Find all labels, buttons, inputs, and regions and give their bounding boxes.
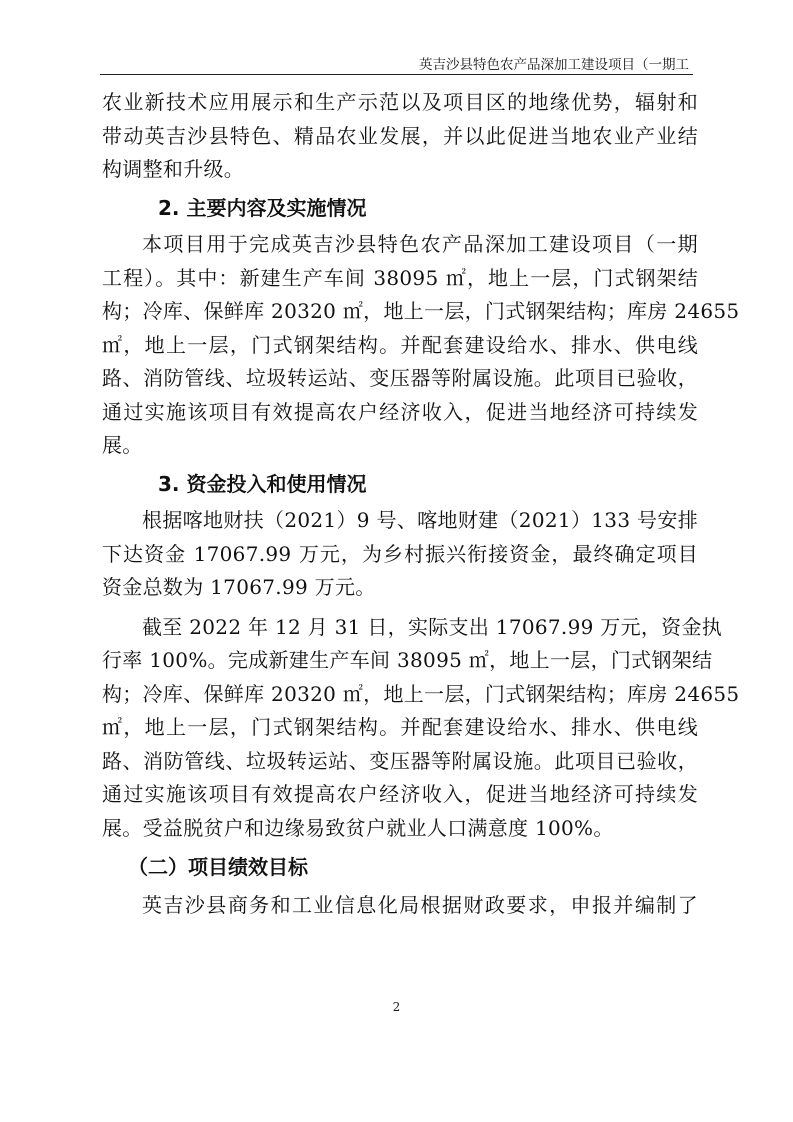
page-number: 2 [392, 1000, 401, 1014]
text-line: 下达资金 17067.99 万元，为乡村振兴衔接资金，最终确定项目 [102, 541, 698, 566]
section-heading-performance-goals: （二）项目绩效目标 [128, 855, 308, 879]
section-heading-main-content: 2. 主要内容及实施情况 [158, 195, 367, 220]
performance-goals-paragraph [102, 889, 698, 923]
text-line: 构调整和升级。 [102, 157, 245, 181]
text-line: 工程）。其中：新建生产车间 38095 ㎡，地上一层，门式钢架结 [102, 265, 698, 290]
text-line: 展。受益脱贫户和边缘易致贫户就业人口满意度 100%。 [102, 815, 614, 840]
text-line: ㎡，地上一层，门式钢架结构。并配套建设给水、排水、供电线 [102, 715, 698, 739]
text-line: 展。 [102, 433, 143, 457]
section-heading-funding: 3. 资金投入和使用情况 [158, 471, 367, 496]
text-line: 通过实施该项目有效提高农户经济收入，促进当地经济可持续发 [102, 399, 698, 424]
text-line: 截至 2022 年 12 月 31 日，实际支出 17067.99 万元，资金执 [142, 614, 723, 639]
text-line: 通过实施该项目有效提高农户经济收入，促进当地经济可持续发 [102, 782, 698, 806]
funding-paragraph-1 [102, 504, 698, 605]
text-line: 路、消防管线、垃圾转运站、变压器等附属设施。此项目已验收， [102, 366, 698, 390]
text-line: 行率 100%。完成新建生产车间 38095 ㎡，地上一层，门式钢架结 [102, 648, 713, 672]
text-line: ㎡，地上一层，门式钢架结构。并配套建设给水、排水、供电线 [102, 332, 698, 357]
text-line: 路、消防管线、垃圾转运站、变压器等附属设施。此项目已验收， [102, 748, 698, 773]
text-line: 根据喀地财扶（2021）9 号、喀地财建（2021）133 号安排 [142, 508, 698, 532]
intro-paragraph [102, 86, 698, 187]
running-header-title: 英吉沙县特色农产品深加工建设项目（一期工 [419, 57, 689, 73]
text-line: 构；冷库、保鲜库 20320 ㎡，地上一层，门式钢架结构；库房 24655 [102, 681, 740, 706]
text-line: 英吉沙县商务和工业信息化局根据财政要求，申报并编制了 [142, 892, 698, 917]
running-header [100, 50, 693, 75]
document-body [102, 86, 740, 922]
funding-paragraph-2 [102, 611, 740, 846]
text-line: 构；冷库、保鲜库 20320 ㎡，地上一层，门式钢架结构；库房 24655 [102, 299, 740, 323]
text-line: 带动英吉沙县特色、精品农业发展，并以此促进当地农业产业结 [102, 123, 698, 148]
text-line: 资金总数为 17067.99 万元。 [102, 575, 376, 599]
text-line: 本项目用于完成英吉沙县特色农产品深加工建设项目（一期 [142, 232, 698, 256]
main-content-paragraph [102, 228, 740, 463]
text-line: 农业新技术应用展示和生产示范以及项目区的地缘优势，辐射和 [102, 90, 698, 114]
